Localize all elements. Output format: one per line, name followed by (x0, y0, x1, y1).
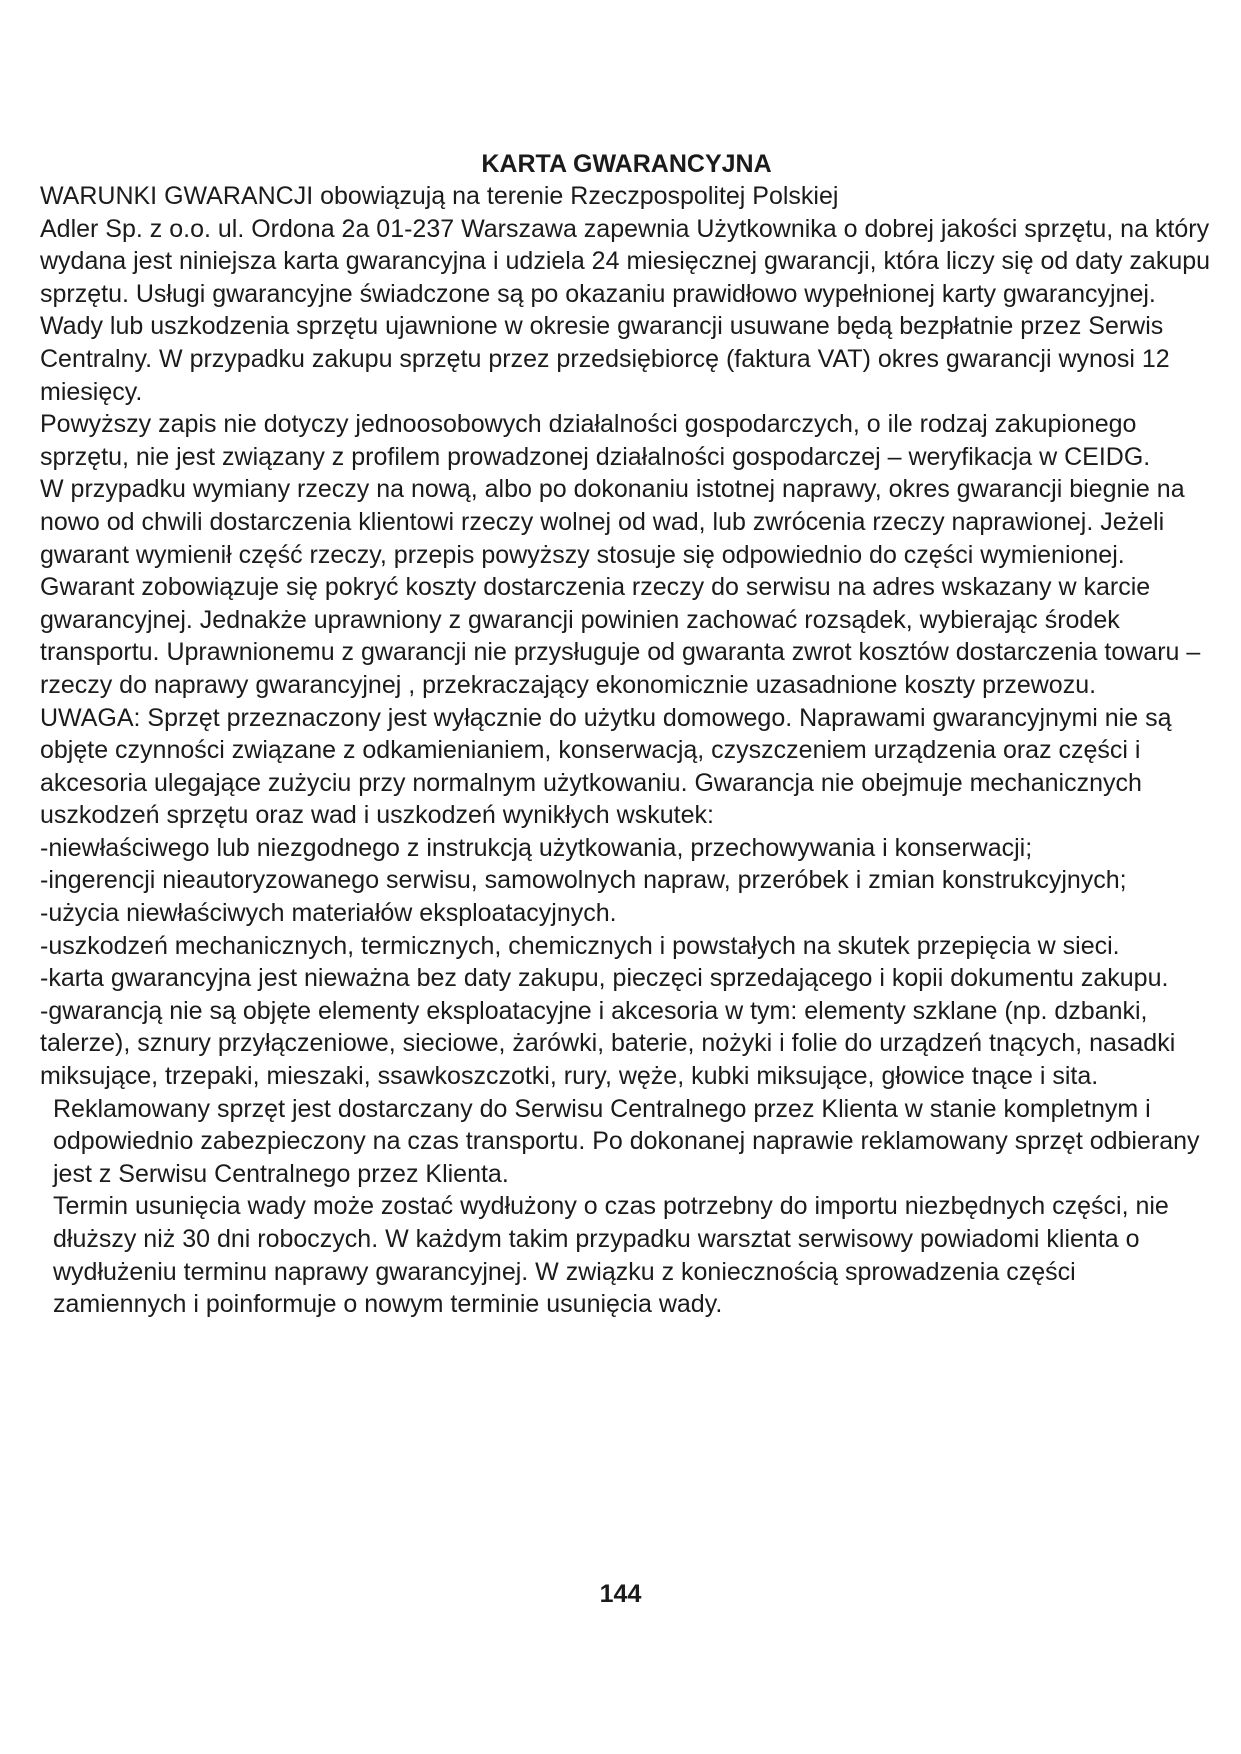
exclusion-item: -niewłaściwego lub niezgodnego z instrukcją użytkowania, przechowywania i konserwacji; (40, 833, 1033, 862)
exclusion-item: -gwarancją nie są objęte elementy eksploatacyjne i akcesoria w tym: elementy szklane (np. dzbanki, talerze), sznury przyłączeniowe, sieciowe, żarówki, baterie, nożyki i folie do urządzeń tnących, nasadki miksujące, trzepaki, mieszaki, ssawkoszczotki, rury, węże, kubki miksujące, głowice tnące i sita. (40, 996, 1176, 1091)
paragraph-warranty-terms: Adler Sp. z o.o. ul. Ordona 2a 01-237 Warszawa zapewnia Użytkownika o dobrej jakości sprzętu, na który wydana jest niniejsza karta gwarancyjna i udziela 24 miesięcznej gwarancji, która liczy się od daty zakupu sprzętu. Usługi gwarancyjne świadczone są po okazaniu prawidłowo wypełnionej karty gwarancyjnej. Wady lub uszkodzenia sprzętu ujawnione w okresie gwarancji usuwane będą bezpłatnie przez Serwis Centralny. W przypadku zakupu sprzętu przez przedsiębiorcę (faktura VAT) okres gwarancji wynosi 12 miesięcy. (40, 214, 1211, 406)
page-number: 144 (599, 1580, 642, 1608)
paragraph-repair-time: Termin usunięcia wady może zostać wydłużony o czas potrzebny do importu niezbędnych części, nie dłuższy niż 30 dni roboczych. W każdym takim przypadku warsztat serwisowy powiadomi klienta o wydłużeniu terminu naprawy gwarancyjnej. W związku z koniecznością sprowadzenia części zamiennych i poinformuje o nowym terminie usunięcia wady. (53, 1192, 1169, 1319)
paragraph-replacement: W przypadku wymiany rzeczy na nową, albo po dokonaniu istotnej naprawy, okres gwarancji biegnie na nowo od chwili dostarczenia klientowi rzeczy wolnej od wad, lub zwrócenia rzeczy naprawionej. Jeżeli gwarant wymienił część rzeczy, przepis powyższy stosuje się odpowiednio do części wymienionej. Gwarant zobowiązuje się pokryć koszty dostarczenia rzeczy do serwisu na adres wskazany w karcie gwarancyjnej. Jednakże uprawniony z gwarancji powinien zachować rozsądek, wybierając środek transportu. Uprawnionemu z gwarancji nie przysługuje od gwaranta zwrot kosztów dostarczenia towaru – rzeczy do naprawy gwarancyjnej , przekraczający ekonomicznie uzasadnione koszty przewozu. (40, 475, 1201, 699)
exclusion-item: -użycia niewłaściwych materiałów eksploatacyjnych. (40, 899, 617, 928)
exclusion-item: -uszkodzeń mechanicznych, termicznych, chemicznych i powstałych na skutek przepięcia w sieci. (40, 931, 1120, 960)
paragraph-warranty-scope: WARUNKI GWARANCJI obowiązują na terenie Rzeczpospolitej Polskiej (40, 182, 839, 210)
paragraph-delivery: Reklamowany sprzęt jest dostarczany do Serwisu Centralnego przez Klienta w stanie kompletnym i odpowiednio zabezpieczony na czas transportu. Po dokonanej naprawie reklamowany sprzęt odbierany jest z Serwisu Centralnego przez Klienta. (53, 1094, 1200, 1188)
paragraph-warning: UWAGA: Sprzęt przeznaczony jest wyłącznie do użytku domowego. Naprawami gwarancyjnymi nie są objęte czynności związane z odkamienianiem, konserwacją, czyszczeniem urządzenia oraz części i akcesoria ulegające zużyciu przy normalnym użytkowaniu. Gwarancja nie obejmuje mechanicznych uszkodzeń sprzętu oraz wad i uszkodzeń wynikłych wskutek: (40, 703, 1172, 830)
paragraph-business-note: Powyższy zapis nie dotyczy jednoosobowych działalności gospodarczych, o ile rodzaj zakupionego sprzętu, nie jest związany z profilem prowadzonej działalności gospodarczej – weryfikacja w CEIDG. (40, 410, 1151, 471)
document-body (40, 180, 1213, 1321)
document-title: KARTA GWARANCYJNA (481, 150, 772, 178)
exclusion-item: -ingerencji nieautoryzowanego serwisu, samowolnych napraw, przeróbek i zmian konstrukcyjnych; (40, 866, 1127, 895)
exclusion-item: -karta gwarancyjna jest nieważna bez daty zakupu, pieczęci sprzedającego i kopii dokumentu zakupu. (40, 964, 1169, 993)
